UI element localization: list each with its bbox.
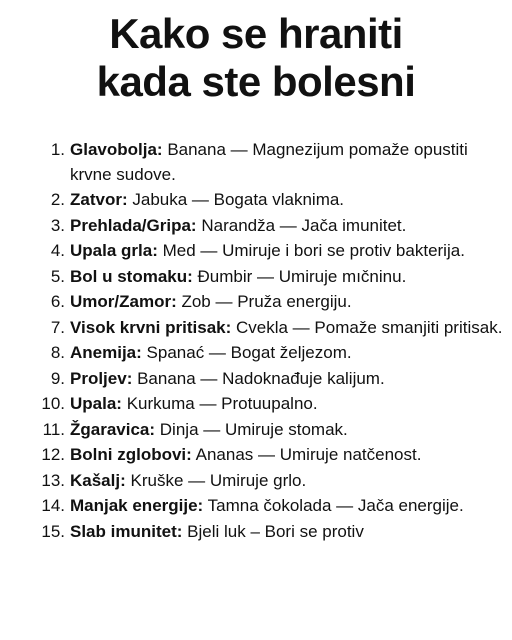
list-item [0, 367, 512, 392]
item-number: 11. [42, 419, 65, 439]
item-remedy: Spanać — Bogat željezom. [146, 343, 352, 362]
list-item [0, 316, 512, 341]
item-condition: Kašalj: [70, 470, 126, 490]
title-line-2: kada ste bolesni [96, 58, 416, 105]
item-condition: Anemija: [70, 343, 142, 362]
list-item [0, 443, 512, 468]
item-condition: Upala grla: [70, 241, 158, 260]
item-number: 12. [41, 445, 65, 464]
item-condition: Visok krvni pritisak: [70, 317, 232, 337]
item-remedy: Zob — Pruža energiju. [181, 292, 352, 311]
item-condition: Bol u stomaku: [70, 266, 193, 286]
item-condition: Umor/Zamor: [70, 292, 177, 311]
list-item [0, 469, 512, 494]
list-item [0, 520, 512, 545]
item-remedy: Med — Umiruje i bori se protiv bakterija. [162, 241, 465, 260]
item-condition: Manjak energije: [70, 496, 204, 515]
item-number: 1. [50, 140, 65, 159]
item-remedy: Kurkuma — Protuupalno. [126, 394, 318, 413]
item-condition: Zatvor: [70, 190, 128, 209]
item-condition: Žgaravica: [70, 419, 156, 439]
list-item [0, 239, 512, 264]
item-number: 8. [50, 343, 65, 362]
list-item [0, 138, 512, 187]
remedy-list [0, 138, 512, 545]
item-number: 5. [50, 266, 65, 286]
item-remedy: Jabuka — Bogata vlaknima. [132, 190, 345, 209]
item-number: 14. [41, 496, 65, 515]
list-item [0, 341, 512, 366]
item-number: 6. [50, 292, 65, 311]
item-remedy: Banana — Magnezijum pomaže opustiti krvne sudove. [70, 140, 468, 184]
item-number: 3. [50, 215, 65, 235]
item-condition: Glavobolja: [70, 140, 163, 159]
item-remedy: Ananas — Umiruje natčenost. [195, 445, 422, 464]
list-item [0, 494, 512, 519]
item-number: 15. [41, 521, 65, 541]
item-remedy: Narandža — Jača imunitet. [201, 215, 407, 235]
item-number: 9. [50, 368, 65, 388]
list-item [0, 290, 512, 315]
item-condition: Upala: [70, 394, 122, 413]
list-item [0, 418, 512, 443]
item-number: 4. [50, 241, 65, 260]
item-remedy: Cvekla — Pomaže smanjiti pritisak. [236, 317, 503, 337]
item-remedy: Dinja — Umiruje stomak. [159, 419, 348, 439]
item-remedy: Đumbir — Umiruje mıčninu. [197, 266, 407, 286]
list-item [0, 392, 512, 417]
item-condition: Proljev: [70, 368, 133, 388]
item-number: 2. [50, 190, 65, 209]
item-remedy: Tamna čokolada — Jača energije. [207, 496, 464, 515]
item-condition: Prehlada/Gripa: [70, 215, 197, 235]
page-title [0, 10, 512, 106]
item-number: 10. [41, 394, 65, 413]
item-remedy: Bjeli luk – Bori se protiv [187, 521, 364, 541]
item-number: 13. [41, 470, 65, 490]
item-remedy: Kruške — Umiruje grlo. [130, 470, 307, 490]
list-item [0, 265, 512, 290]
title-line-1: Kako se hraniti [109, 10, 403, 57]
list-item [0, 188, 512, 213]
item-condition: Bolni zglobovi: [70, 445, 192, 464]
item-condition: Slab imunitet: [70, 521, 183, 541]
item-remedy: Banana — Nadoknađuje kalijum. [137, 368, 385, 388]
item-number: 7. [50, 317, 65, 337]
list-item [0, 214, 512, 239]
